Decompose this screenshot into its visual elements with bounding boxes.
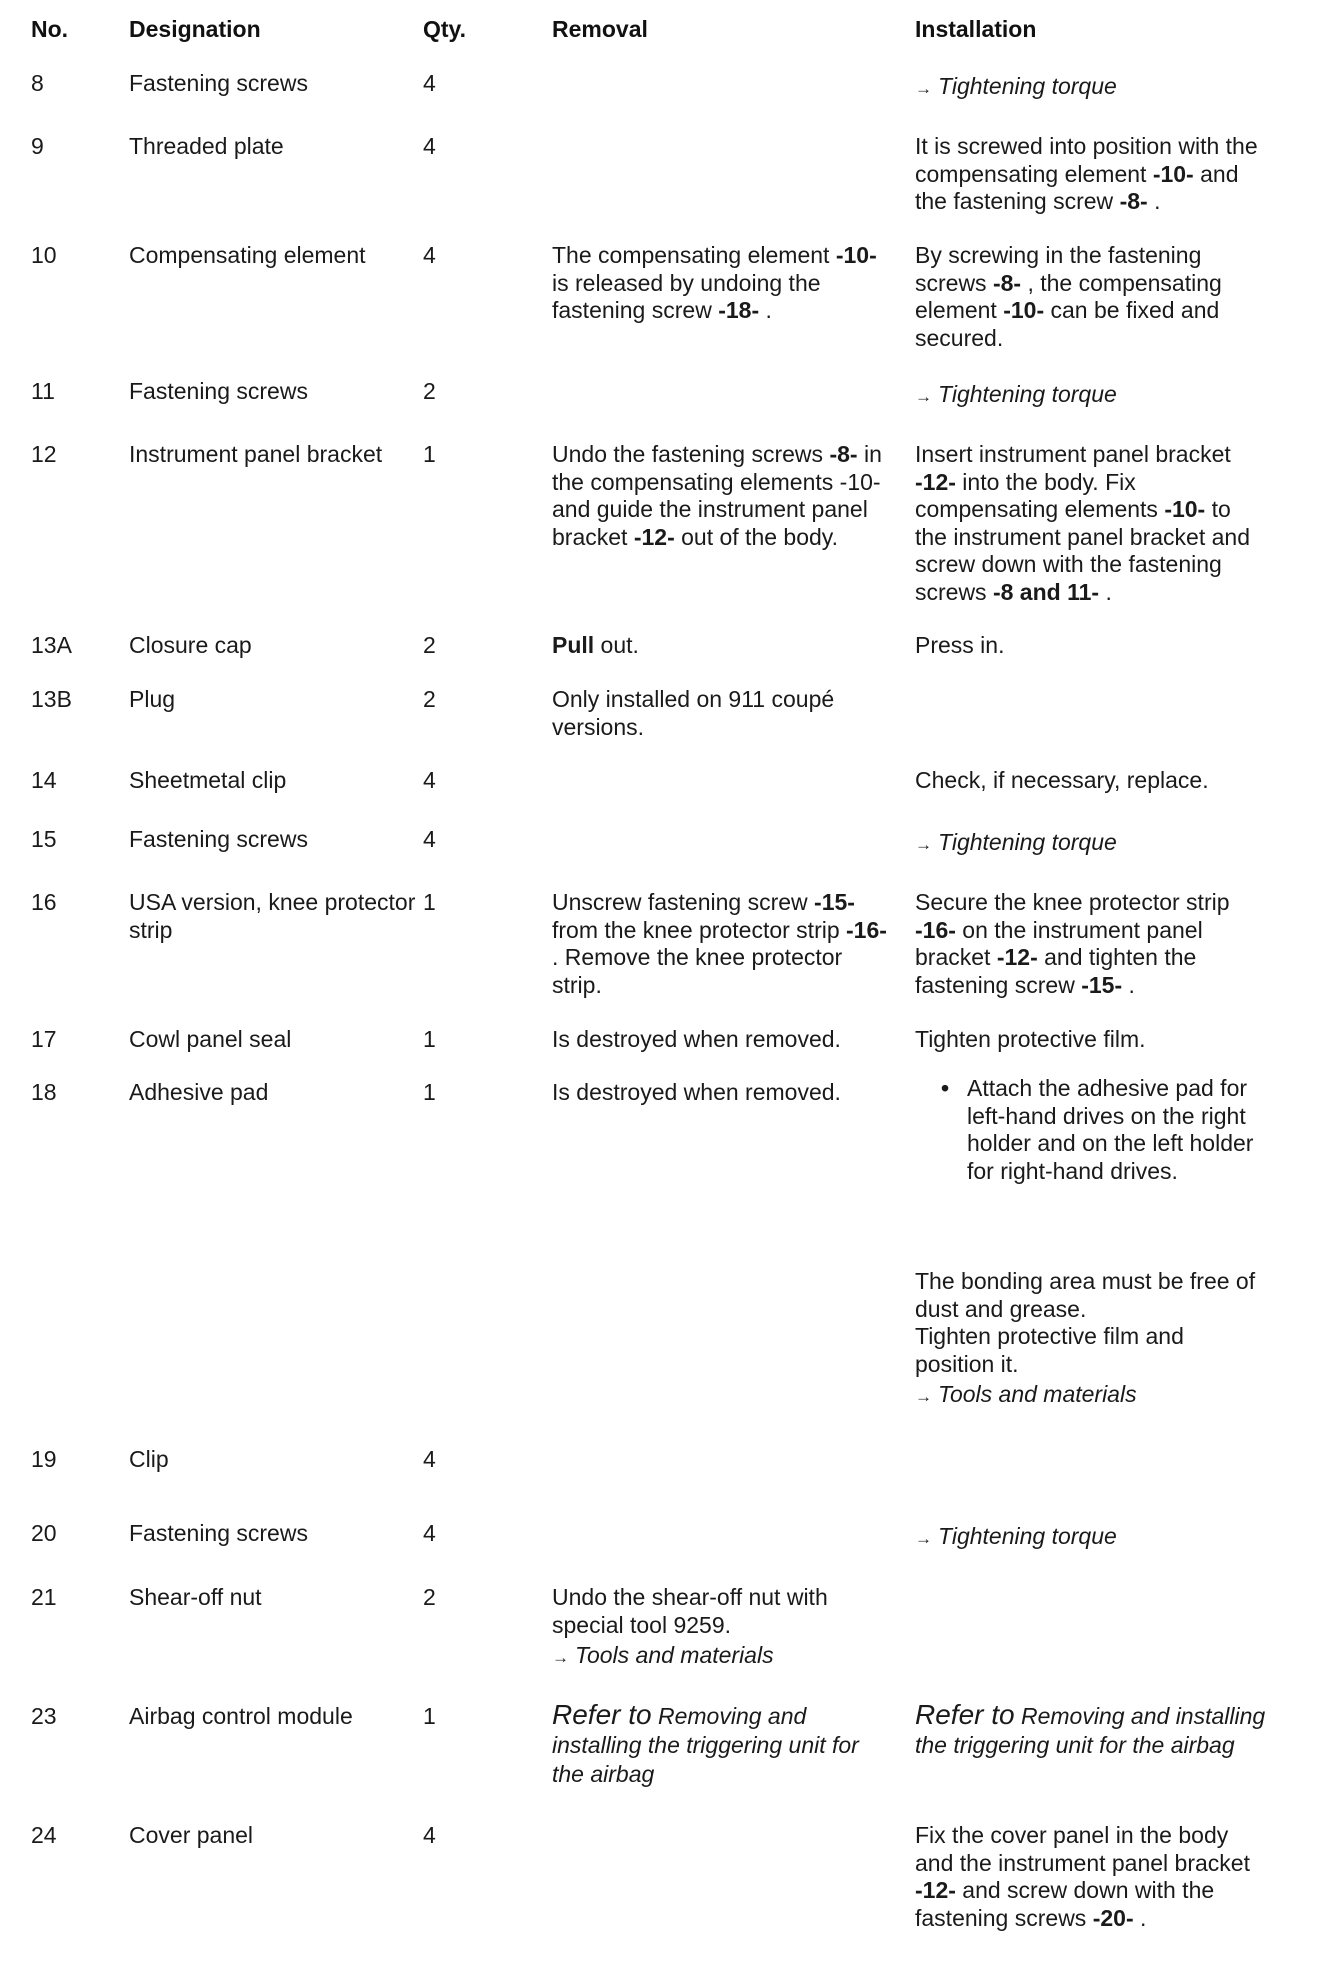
- row-18-designation: Adhesive pad: [129, 1079, 269, 1105]
- row-15-installation: [915, 829, 1267, 859]
- row-16-qty: 1: [423, 889, 436, 915]
- row-21-qty: 2: [423, 1584, 436, 1610]
- row-15-qty: 4: [423, 826, 436, 852]
- row-10-qty: 4: [423, 242, 436, 268]
- row-21-designation: Shear-off nut: [129, 1584, 262, 1610]
- row-14-designation: Sheetmetal clip: [129, 767, 287, 793]
- row-13b-designation: Plug: [129, 686, 176, 712]
- row-20-no: 20: [31, 1520, 57, 1546]
- row-24-no: 24: [31, 1822, 57, 1848]
- row-14-qty: 4: [423, 767, 436, 793]
- header-qty: Qty.: [423, 16, 467, 42]
- row-10-installation: By screwing in the fastening screws -8- , the compensating element -10- can be fixed and secured.: [915, 242, 1222, 351]
- row-23-removal: Refer to Removing and installing the triggering unit for the airbag: [552, 1699, 859, 1787]
- header-installation: Installation: [915, 16, 1037, 42]
- row-16-designation: USA version, knee protector strip: [129, 889, 416, 943]
- row-18-installation-notes: The bonding area must be free of dust and grease. Tighten protective film and position it. → Tools and materials: [915, 1268, 1256, 1407]
- row-11-designation: Fastening screws: [129, 378, 308, 404]
- row-16-installation: Secure the knee protector strip -16- on the instrument panel bracket -12- and tighten the fastening screw -15- .: [915, 889, 1230, 998]
- row-18-removal: Is destroyed when removed.: [552, 1079, 841, 1105]
- row-19-qty: 4: [423, 1446, 436, 1472]
- arrow-icon: →: [915, 835, 932, 854]
- arrow-icon: →: [552, 1648, 569, 1667]
- row-16-no: 16: [31, 889, 57, 915]
- tools-and-materials-link[interactable]: Tools and materials: [938, 1381, 1137, 1407]
- row-8-installation: [915, 73, 1267, 103]
- row-16-removal: Unscrew fastening screw -15- from the knee protector strip -16- . Remove the knee protector strip.: [552, 889, 887, 998]
- row-14-installation: Check, if necessary, replace.: [915, 767, 1209, 793]
- row-20-qty: 4: [423, 1520, 436, 1546]
- row-13a-qty: 2: [423, 632, 436, 658]
- row-21-no: 21: [31, 1584, 57, 1610]
- row-8-no: 8: [31, 70, 44, 96]
- bullet-icon: •: [941, 1075, 950, 1101]
- tightening-torque-link[interactable]: Tightening torque: [938, 1523, 1117, 1549]
- row-11-qty: 2: [423, 378, 436, 404]
- row-9-installation: It is screwed into position with the compensating element -10- and the fastening screw -8- .: [915, 133, 1258, 214]
- row-14-no: 14: [31, 767, 57, 793]
- tightening-torque-link[interactable]: Tightening torque: [938, 73, 1117, 99]
- arrow-icon: →: [915, 79, 932, 98]
- row-23-no: 23: [31, 1703, 57, 1729]
- row-10-designation: Compensating element: [129, 242, 366, 268]
- row-10-no: 10: [31, 242, 57, 268]
- row-24-qty: 4: [423, 1822, 436, 1848]
- header-no: No.: [31, 16, 69, 42]
- header-removal: Removal: [552, 16, 648, 42]
- row-15-designation: Fastening screws: [129, 826, 308, 852]
- row-18-no: 18: [31, 1079, 57, 1105]
- arrow-icon: →: [915, 1387, 932, 1406]
- row-20-installation: [915, 1523, 1267, 1553]
- row-12-designation: Instrument panel bracket: [129, 441, 383, 467]
- row-8-qty: 4: [423, 70, 436, 96]
- row-11-installation: [915, 381, 1267, 411]
- row-17-no: 17: [31, 1026, 57, 1052]
- tightening-torque-link[interactable]: Tightening torque: [938, 829, 1117, 855]
- triggering-unit-link[interactable]: Removing and installing the triggering unit for the airbag: [552, 1703, 859, 1787]
- row-17-installation: Tighten protective film.: [915, 1026, 1146, 1052]
- row-13b-qty: 2: [423, 686, 436, 712]
- row-9-no: 9: [31, 133, 44, 159]
- triggering-unit-link[interactable]: Removing and installing the triggering unit for the airbag: [915, 1703, 1266, 1758]
- row-21-removal: Undo the shear-off nut with special tool 9259. → Tools and materials: [552, 1584, 828, 1668]
- row-10-removal: The compensating element -10- is released by undoing the fastening screw -18- .: [552, 242, 877, 323]
- row-19-designation: Clip: [129, 1446, 169, 1472]
- row-20-designation: Fastening screws: [129, 1520, 308, 1546]
- row-13a-designation: Closure cap: [129, 632, 252, 658]
- row-12-removal: Undo the fastening screws -8- in the compensating elements -10- and guide the instrument panel bracket -12- out of the body.: [552, 441, 882, 550]
- row-19-no: 19: [31, 1446, 57, 1472]
- row-12-no: 12: [31, 441, 57, 467]
- row-24-installation: Fix the cover panel in the body and the instrument panel bracket -12- and screw down with the fastening screws -20- .: [915, 1822, 1250, 1931]
- row-13a-installation: Press in.: [915, 632, 1005, 658]
- row-23-installation: Refer to Removing and installing the triggering unit for the airbag: [915, 1699, 1266, 1758]
- row-13a-removal: Pull out.: [552, 632, 639, 658]
- row-18-qty: 1: [423, 1079, 436, 1105]
- row-17-designation: Cowl panel seal: [129, 1026, 292, 1052]
- row-13b-no: 13B: [31, 686, 72, 712]
- arrow-icon: →: [915, 387, 932, 406]
- row-12-qty: 1: [423, 441, 436, 467]
- header-designation: Designation: [129, 16, 261, 42]
- tightening-torque-link[interactable]: Tightening torque: [938, 381, 1117, 407]
- row-17-removal: Is destroyed when removed.: [552, 1026, 841, 1052]
- row-23-qty: 1: [423, 1703, 436, 1729]
- row-12-installation: Insert instrument panel bracket -12- into the body. Fix compensating elements -10- to the instrument panel bracket and screw down with the fastening screws -8 and 11- .: [915, 441, 1250, 605]
- row-9-designation: Threaded plate: [129, 133, 284, 159]
- row-24-designation: Cover panel: [129, 1822, 254, 1848]
- row-18-bullet: • Attach the adhesive pad for left-hand drives on the right holder and on the left holder for right-hand drives.: [941, 1075, 1254, 1184]
- row-8-designation: Fastening screws: [129, 70, 308, 96]
- row-13a-no: 13A: [31, 632, 72, 658]
- row-15-no: 15: [31, 826, 57, 852]
- tools-and-materials-link[interactable]: Tools and materials: [575, 1642, 774, 1668]
- row-13b-removal: Only installed on 911 coupé versions.: [552, 686, 835, 740]
- arrow-icon: →: [915, 1529, 932, 1548]
- row-9-qty: 4: [423, 133, 436, 159]
- row-17-qty: 1: [423, 1026, 436, 1052]
- row-11-no: 11: [31, 378, 55, 404]
- row-23-designation: Airbag control module: [129, 1703, 353, 1729]
